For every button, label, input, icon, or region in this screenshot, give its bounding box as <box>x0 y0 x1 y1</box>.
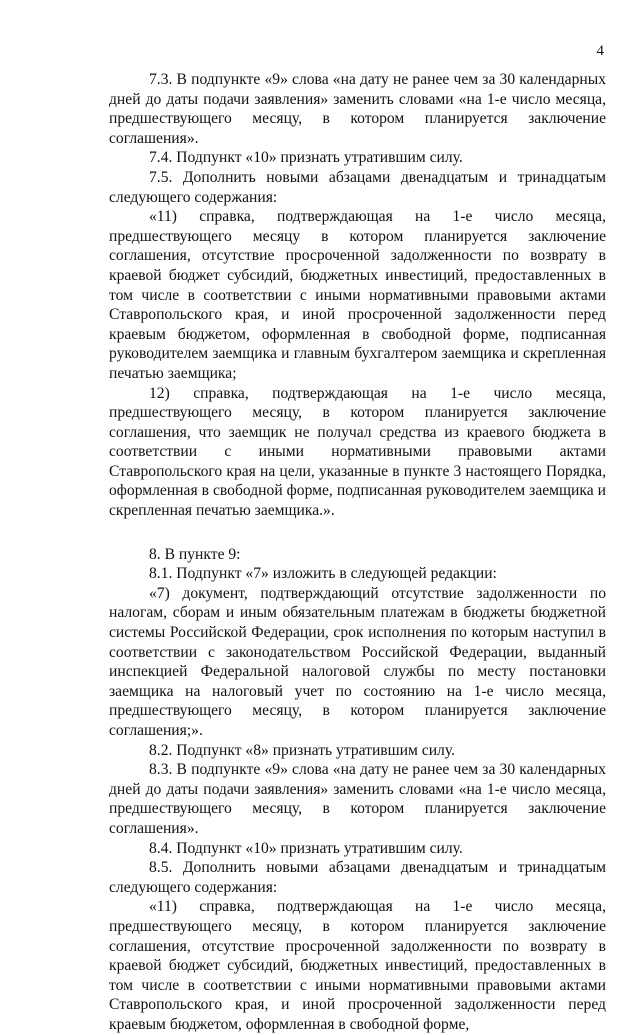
paragraph-8: 8. В пункте 9: <box>149 545 241 563</box>
paragraph-8-3: 8.3. В подпункте «9» слова «на дату не ранее чем за 30 календарных дней до даты подачи заявления» заменить словами «на 1-е число месяца, предшествующего месяцу, в котором планируется заключение соглашения». <box>109 761 606 837</box>
paragraph-8-1: 8.1. Подпункт «7» изложить в следующей редакции: <box>149 565 497 583</box>
paragraph-7-5-item-11: «11) справка, подтверждающая на 1-е число месяца, предшествующего месяцу в котором планируется заключение соглашения, отсутствие просроченной задолженности по возврату в краевой бюджет субсидий, бюджетных инвестиций, предоставленных в том числе в соответствии с иными нормативными правовыми актами Ставропольского края, и иной просроченной задолженности перед краевым бюджетом, оформленная в свободной форме, подписанная руководителем заемщика и главным бухгалтером заемщика и скрепленная печатью заемщика; <box>109 208 606 382</box>
section-gap <box>109 521 606 545</box>
document-body <box>109 70 606 1035</box>
paragraph-8-1-item-7: «7) документ, подтверждающий отсутствие задолженности по налогам, сборам и иным обязательным платежам в бюджеты бюджетной системы Российской Федерации, срок исполнения по которым наступил в соответствии с законодательством Российской Федерации, выданный инспекцией Федеральной налоговой службы по месту постановки заемщика на налоговый учет по состоянию на 1-е число месяца, предшествующего месяцу, в котором планируется заключение соглашения;». <box>109 584 606 739</box>
page-number: 4 <box>596 43 604 59</box>
paragraph-8-5-item-11: «11) справка, подтверждающая на 1-е число месяца, предшествующего месяцу, в котором планируется заключение соглашения, отсутствие просроченной задолженности по возврату в краевой бюджет субсидий, бюджетных инвестиций, предоставленных в том числе в соответствии с иными нормативными правовыми актами Ставропольского края, и иной просроченной задолженности перед краевым бюджетом, оформленная в свободной форме, <box>109 898 606 1033</box>
paragraph-8-2: 8.2. Подпункт «8» признать утратившим силу. <box>149 741 455 759</box>
paragraph-8-4: 8.4. Подпункт «10» признать утратившим силу. <box>149 839 463 857</box>
paragraph-7-4: 7.4. Подпункт «10» признать утратившим силу. <box>149 149 463 167</box>
paragraph-7-5-item-12: 12) справка, подтверждающая на 1-е число месяца, предшествующего месяцу, в котором планируется заключение соглашения, что заемщик не получал средства из краевого бюджета в соответствии с иными нормативными правовыми актами Ставропольского края на цели, указанные в пункте 3 настоящего Порядка, оформленная в свободной форме, подписанная руководителем заемщика и скрепленная печатью заемщика.». <box>109 384 606 520</box>
paragraph-7-5: 7.5. Дополнить новыми абзацами двенадцатым и тринадцатым следующего содержания: <box>109 168 606 206</box>
paragraph-7-3: 7.3. В подпункте «9» слова «на дату не ранее чем за 30 календарных дней до даты подачи заявления» заменить словами «на 1-е число месяца, предшествующего месяцу, в котором планируется заключение соглашения». <box>109 71 606 147</box>
paragraph-8-5: 8.5. Дополнить новыми абзацами двенадцатым и тринадцатым следующего содержания: <box>109 859 606 896</box>
